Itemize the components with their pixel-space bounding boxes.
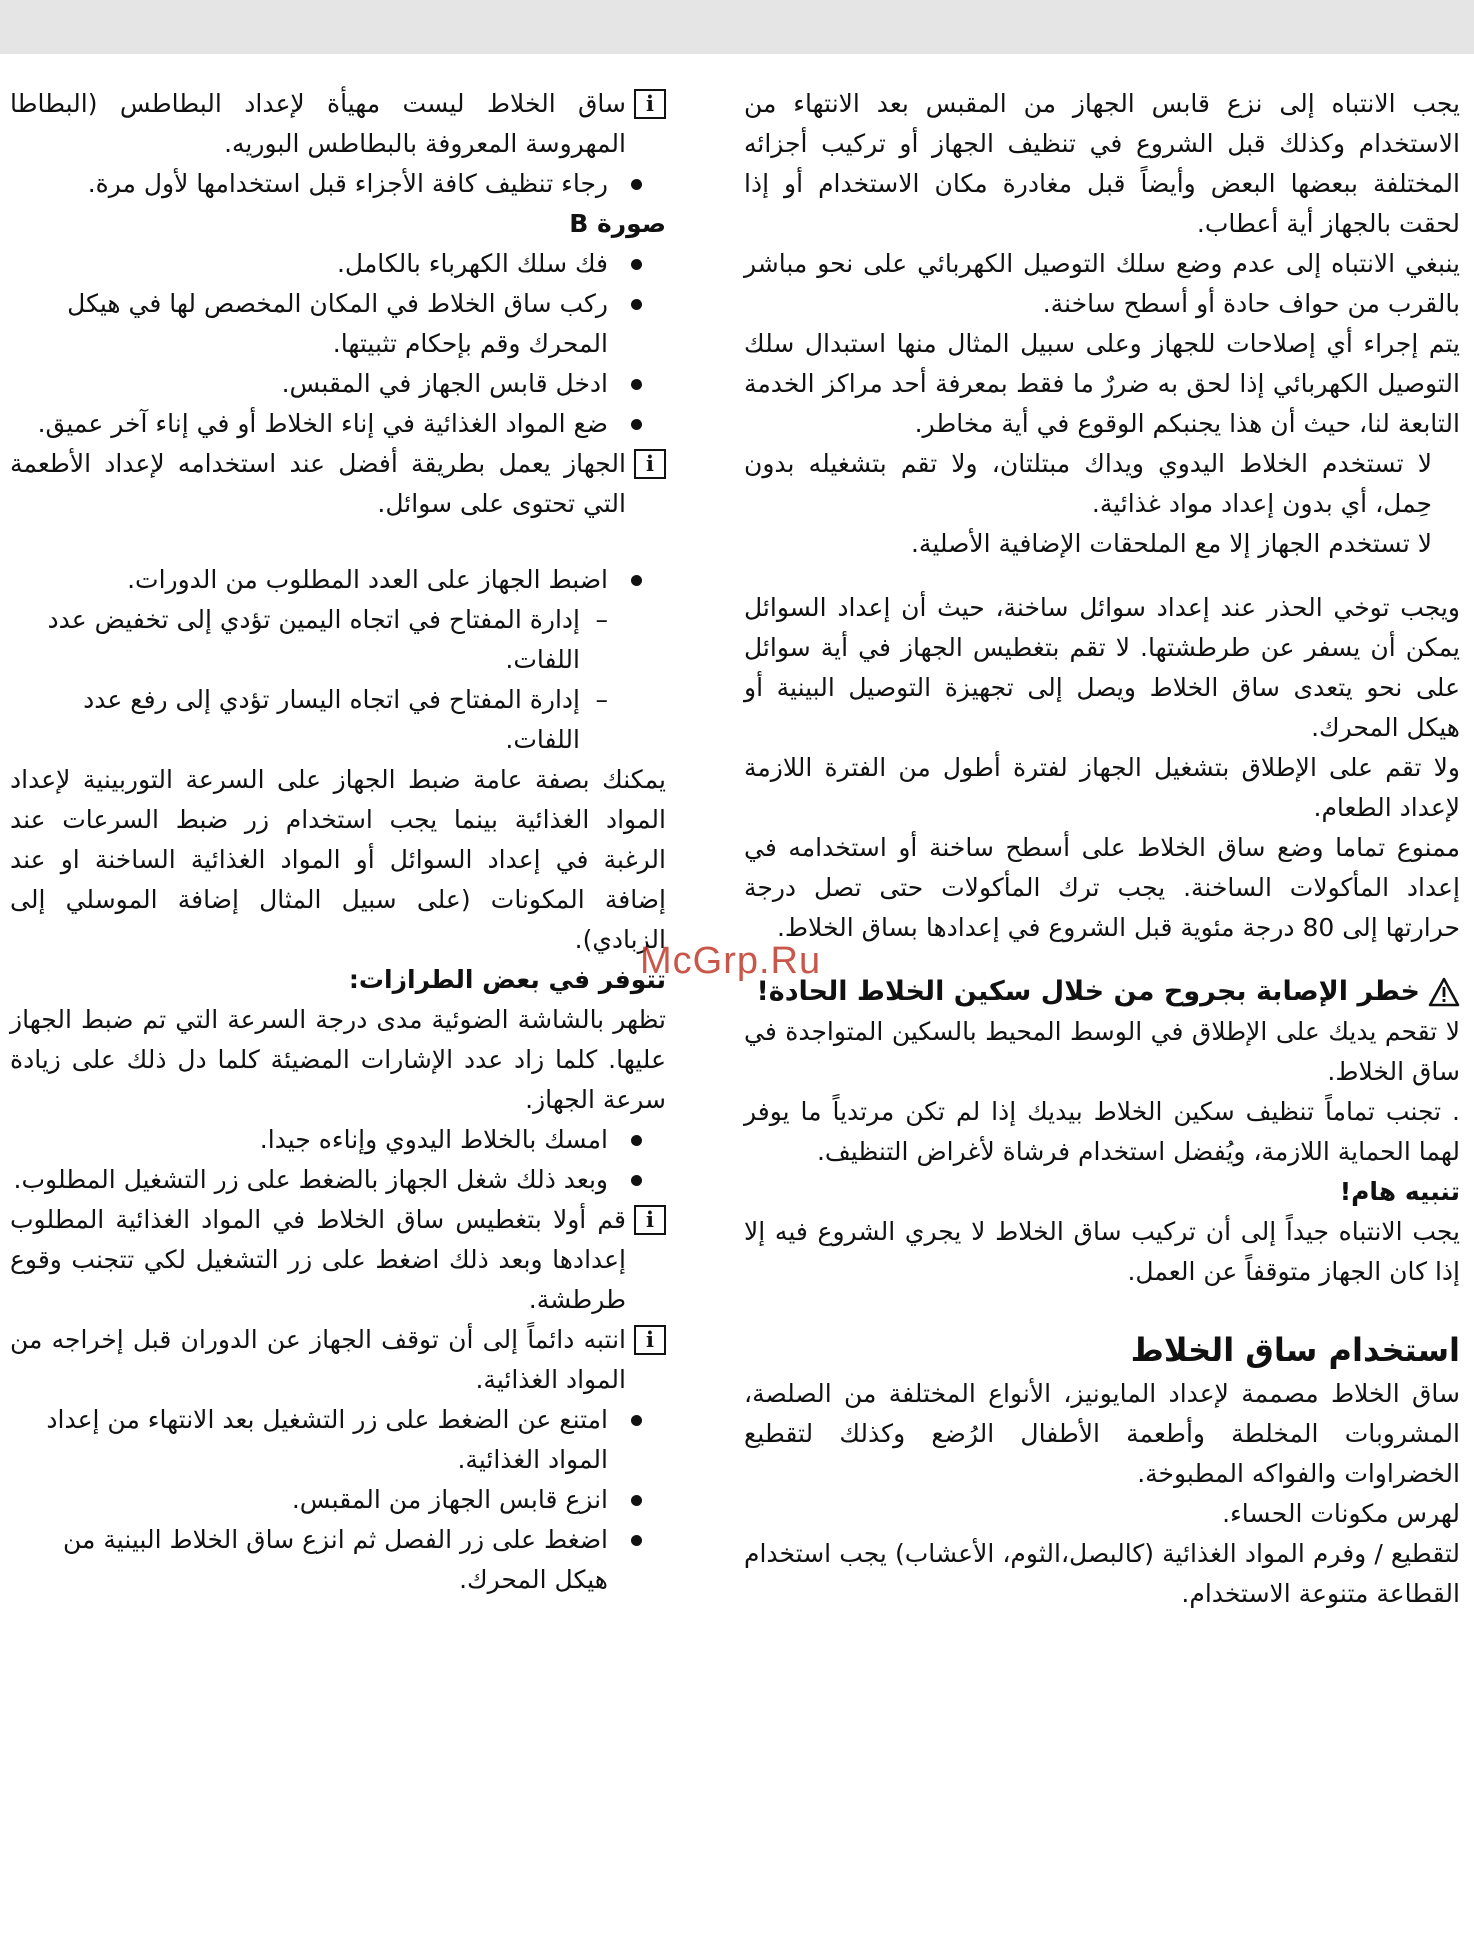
info-icon: i [634,1325,666,1355]
safety-paragraph-repairs: يتم إجراء أي إصلاحات للجهاز وعلى سبيل المثال منها استبدال سلك التوصيل الكهربائي إذا لحق به ضررٌ ما فقط بمعرفة أحد مراكز الخدمة التابعة لنا، حيث أن هذا يجنبكم الوقوع في أية مخاطر. [744,329,1460,438]
info-note-liquids [10,444,666,524]
info-note-potatoes [10,84,666,164]
turbo-paragraph: يمكنك بصفة عامة ضبط الجهاز على السرعة التوربينية لإعداد المواد الغذائية بينما يجب استخدام زر ضبط السرعات عند الرغبة في إعداد السوائل أو المواد الغذائية الساخنة او عند إضافة المكونات (على سبيل المثال إضافة الموسلي إلى الزبادي). [10,765,666,954]
safety-paragraph-cable: ينبغي الانتباه إلى عدم وضع سلك التوصيل الكهربائي على نحو مباشر بالقرب من حواف حادة أو أسطح ساخنة. [744,249,1460,318]
caution-paragraph-hot-surfaces: ممنوع تماما وضع ساق الخلاط على أسطح ساخنة أو استخدامه في إعداد المأكولات الساخنة. يجب ترك المأكولات حتى تصل درجة حرارتها إلى 80 درجة مئوية قبل الشروع في إعدادها بساق الخلاط. [744,833,1460,942]
notice-text: يجب الانتباه جيداً إلى أن تركيب ساق الخلاط لا يجري الشروع فيه إلا إذا كان الجهاز متوقفاً عن العمل. [744,1217,1460,1286]
safety-paragraph-accessories: لا تستخدم الجهاز إلا مع الملحقات الإضافية الأصلية. [910,529,1432,558]
list-item: رجاء تنظيف كافة الأجزاء قبل استخدامها لأول مرة. [10,164,666,204]
warning-triangle-icon [1428,976,1460,1008]
blade-warning [744,972,1460,1012]
figure-label: صورة B [569,209,666,238]
info-note-text: الجهاز يعمل بطريقة أفضل عند استخدامه لإعداد الأطعمة التي تحتوى على سوائل. [10,449,626,518]
right-column [744,84,1460,1614]
list-item: ادخل قابس الجهاز في المقبس. [10,364,666,404]
warning-paragraph-cleaning: . تجنب تماماً تنظيف سكين الخلاط بيديك إذا لم تكن مرتدياً ما يوفر لهما الحماية اللازمة، ويُفضل استخدام فرشاة لأغراض التنظيف. [744,1097,1460,1166]
list-item: انزع قابس الجهاز من المقبس. [10,1480,666,1520]
bullet-list-setup [10,244,666,444]
page-header-bar [0,0,1474,54]
info-note-text: انتبه دائماً إلى أن توقف الجهاز عن الدوران قبل إخراجه من المواد الغذائية. [10,1325,626,1394]
bullet-list-speed [10,560,666,600]
left-column [10,84,666,1600]
warning-title: خطر الإصابة بجروح من خلال سكين الخلاط الحادة! [756,976,1420,1007]
list-item: اضبط الجهاز على العدد المطلوب من الدورات. [10,560,666,600]
info-icon: i [634,1205,666,1235]
usage-paragraph-purpose: ساق الخلاط مصممة لإعداد المايونيز، الأنواع المختلفة من الصلصة، المشروبات المخلطة وأطعمة الأطفال الرُضع وكذلك لتقطيع الخضراوات والفواكه المطبوخة. [744,1379,1460,1488]
list-item: اضغط على زر الفصل ثم انزع ساق الخلاط البينية من هيكل المحرك. [10,1520,666,1600]
list-item: امسك بالخلاط اليدوي وإناءه جيدا. [10,1120,666,1160]
safety-paragraph-unplug: يجب الانتباه إلى نزع قابس الجهاز من المقبس بعد الانتهاء من الاستخدام وكذلك قبل الشروع في تنظيف الجهاز أو تركيب أجزائه المختلفة ببعضها البعض وأيضاً قبل مغادرة مكان الاستخدام أو إذا لحقت بالجهاز أية أعطاب. [744,89,1460,238]
caution-paragraph-run-time: ولا تقم على الإطلاق بتشغيل الجهاز لفترة أطول من الفترة اللازمة لإعداد الطعام. [744,753,1460,822]
list-item: فك سلك الكهرباء بالكامل. [10,244,666,284]
list-item: وبعد ذلك شغل الجهاز بالضغط على زر التشغيل المطلوب. [10,1160,666,1200]
info-note-immerse [10,1200,666,1320]
info-note-stop [10,1320,666,1400]
sub-list-item: – إدارة المفتاح في اتجاه اليسار تؤدي إلى رفع عدد اللفات. [10,680,666,760]
bullet-list-operate [10,1120,666,1200]
sub-list-item: – إدارة المفتاح في اتجاه اليمين تؤدي إلى تخفيض عدد اللفات. [10,600,666,680]
warning-paragraph-hands: لا تقحم يديك على الإطلاق في الوسط المحيط بالسكين المتواجدة في ساق الخلاط. [744,1017,1460,1086]
safety-paragraph-wet-hands: لا تستخدم الخلاط اليدوي ويداك مبتلتان، ولا تقم بتشغيله بدون حِمل، أي بدون إعداد مواد غذائية. [744,449,1432,518]
list-item: ركب ساق الخلاط في المكان المخصص لها في هيكل المحرك وقم بإحكام تثبيتها. [10,284,666,364]
watermark-text: McGrp.Ru [640,940,822,982]
caution-paragraph-hot-liquids: ويجب توخي الحذر عند إعداد سوائل ساخنة، حيث أن إعداد السوائل يمكن أن يسفر عن طرطشتها. لا تقم بتغطيس الجهاز في أية سوائل على نحو يتعدى ساق الخلاط ويصل إلى تجهيزة التوصيل البينية أو هيكل المحرك. [744,593,1460,742]
speed-sub-list [10,600,666,760]
info-note-text: قم أولا بتغطيس ساق الخلاط في المواد الغذائية المطلوب إعدادها وبعد ذلك اضغط على زر التشغيل لكي تتجنب وقوع طرطشة. [10,1205,626,1314]
list-item: امتنع عن الضغط على زر التشغيل بعد الانتهاء من إعداد المواد الغذائية. [10,1400,666,1480]
bullet-list-finish [10,1400,666,1600]
bullet-list-clean [10,164,666,204]
section-heading: استخدام ساق الخلاط [1130,1331,1460,1369]
models-paragraph: تظهر بالشاشة الضوئية مدى درجة السرعة التي تم ضبط الجهاز عليها. كلما زاد عدد الإشارات المضيئة كلما دل ذلك على زيادة سرعة الجهاز. [10,1005,666,1114]
usage-paragraph-chopper: لتقطيع / وفرم المواد الغذائية (كالبصل،الثوم، الأعشاب) يجب استخدام القطاعة متنوعة الاستخدام. [744,1539,1460,1608]
info-icon: i [634,449,666,479]
usage-paragraph-soup: لهرس مكونات الحساء. [1222,1499,1460,1528]
models-title: تتوفر في بعض الطرازات: [348,965,666,994]
notice-title: تنبيه هام! [1339,1177,1460,1206]
info-icon: i [634,89,666,119]
list-item: ضع المواد الغذائية في إناء الخلاط أو في إناء آخر عميق. [10,404,666,444]
info-note-text: ساق الخلاط ليست مهيأة لإعداد البطاطس (البطاطا المهروسة المعروفة بالبطاطس البوريه. [10,89,626,158]
